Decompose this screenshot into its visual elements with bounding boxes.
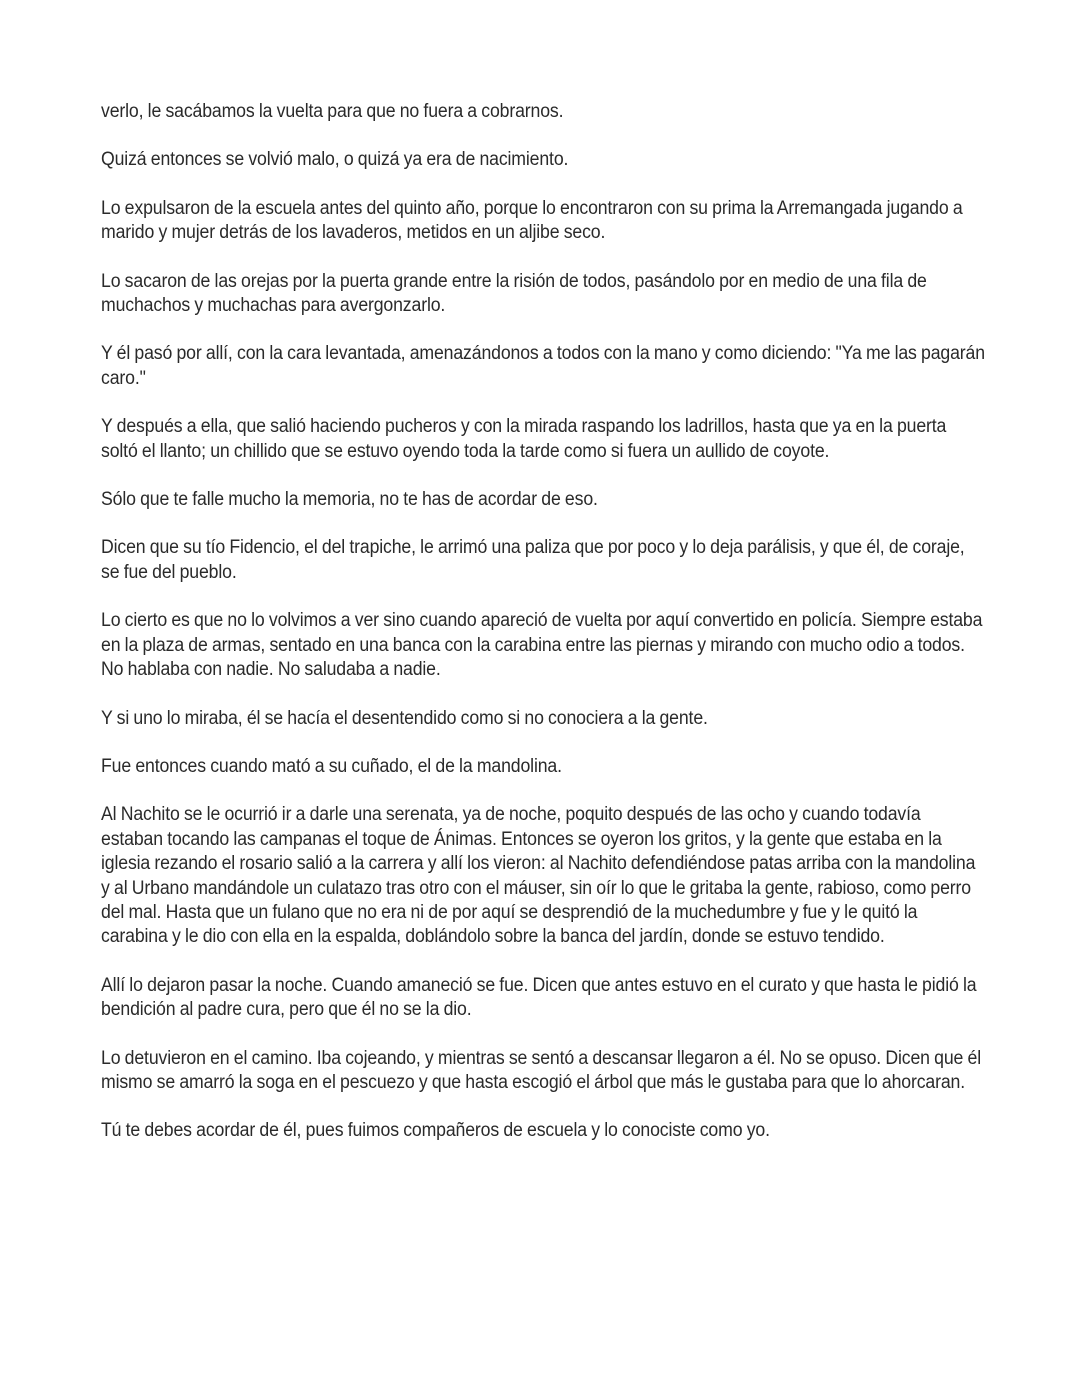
paragraph: verlo, le sacábamos la vuelta para que no fuera a cobrarnos. [101,101,564,122]
paragraph: Sólo que te falle mucho la memoria, no te has de acordar de eso. [101,489,598,511]
paragraph: Dicen que su tío Fidencio, el del trapiche, le arrimó una paliza que por poco y lo deja parálisis, y que él, de coraje, se fue del pueblo. [101,537,965,583]
paragraph: Tú te debes acordar de él, pues fuimos compañeros de escuela y lo conociste como yo. [101,1120,770,1142]
paragraph: Lo sacaron de las orejas por la puerta grande entre la risión de todos, pasándolo por en medio de una fila de muchachos y muchachas para avergonzarlo. [101,270,927,317]
document-page [101,100,985,1168]
paragraph: Al Nachito se le ocurrió ir a darle una serenata, ya de noche, poquito después de las ocho y cuando todavía estaban tocando las campanas el toque de Ánimas. Entonces se oyeron los gritos, y la gente que estaba en la iglesia rezando el rosario salió a la carrera y allí los vieron: al Nachito defendiéndose patas arriba con la mandolina y al Urbano mandándole un culatazo tras otro con el máuser, sin oír lo que le gritaba la gente, rabioso, como perro del mal. Hasta que un fulano que no era ni de por aquí se desprendió de la muchedumbre y fue y le quitó la carabina y le dio con ella en la espalda, doblándolo sobre la banca del jardín, donde se estuvo tendido. [101,804,976,948]
paragraph: Lo cierto es que no lo volvimos a ver sino cuando apareció de vuelta por aquí convertido en policía. Siempre estaba en la plaza de armas, sentado en una banca con la carabina entre las piernas y mirando con mucho odio a todos. No hablaba con nadie. No saludaba a nadie. [101,610,983,681]
paragraph: Y si uno lo miraba, él se hacía el desentendido como si no conociera a la gente. [101,707,708,729]
paragraph: Quizá entonces se volvió malo, o quizá ya era de nacimiento. [101,149,569,171]
paragraph: Lo detuvieron en el camino. Iba cojeando, y mientras se sentó a descansar llegaron a él. No se opuso. Dicen que él mismo se amarró la soga en el pescuezo y que hasta escogió el árbol que más le gustaba para que lo ahorcaran. [101,1047,981,1093]
paragraph: Y él pasó por allí, con la cara levantada, amenazándonos a todos con la mano y como diciendo: "Ya me las pagarán caro." [101,343,985,389]
paragraph: Allí lo dejaron pasar la noche. Cuando amaneció se fue. Dicen que antes estuvo en el curato y que hasta le pidió la bendición al padre cura, pero que él no se la dio. [101,974,977,1021]
paragraph: Y después a ella, que salió haciendo pucheros y con la mirada raspando los ladrillos, hasta que ya en la puerta soltó el llanto; un chillido que se estuvo oyendo toda la tarde como si fuera un aullido de coyote. [101,416,947,462]
paragraph: Lo expulsaron de la escuela antes del quinto año, porque lo encontraron con su prima la Arremangada jugando a marido y mujer detrás de los lavaderos, metidos en un aljibe seco. [101,197,963,244]
paragraph: Fue entonces cuando mató a su cuñado, el de la mandolina. [101,755,562,777]
